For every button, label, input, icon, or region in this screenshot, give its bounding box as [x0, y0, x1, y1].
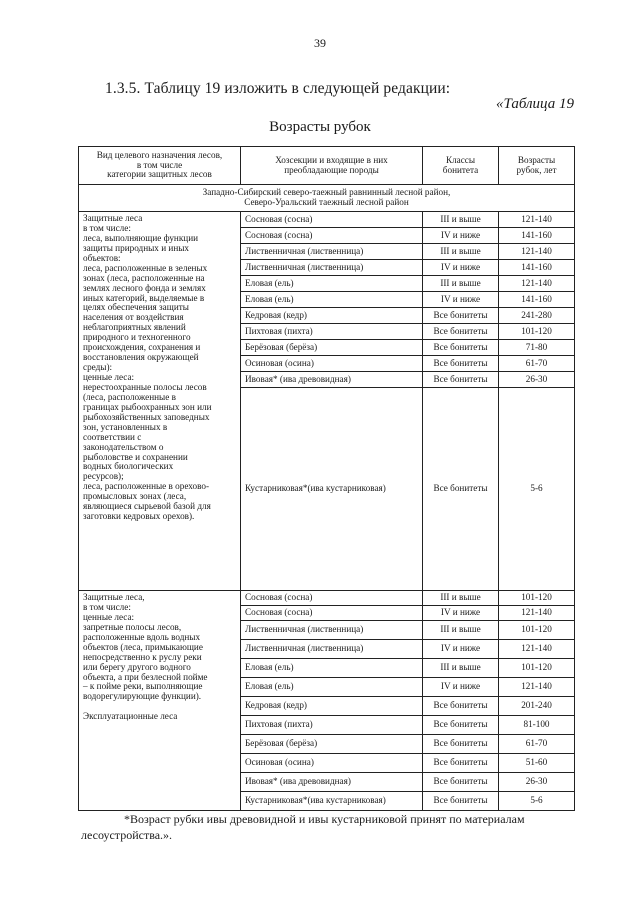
species-cell: Лиственничная (лиственница) — [241, 244, 423, 260]
category-line: Защитные леса — [83, 213, 143, 223]
class-cell: Все бонитеты — [423, 340, 499, 356]
category-line: леса, выполняющие функции — [83, 232, 199, 243]
category-line: защиты природных и иных — [83, 242, 190, 253]
class-cell: IV и ниже — [423, 640, 499, 659]
species-cell: Осиновая (осина) — [241, 754, 423, 773]
species-cell: Сосновая (сосна) — [241, 228, 423, 244]
region-line: Северо-Уральский таежный лесной район — [244, 197, 409, 207]
header-line: Классы — [445, 154, 476, 165]
species-cell: Кустарниковая*(ива кустарниковая) — [241, 388, 423, 591]
category-line: среды): — [83, 362, 113, 373]
category-line: промысловых зонах (леса, — [83, 491, 187, 502]
age-cell: 81-100 — [499, 716, 575, 735]
age-cell: 121-140 — [499, 606, 575, 621]
category-line: населения от воздействия — [83, 312, 184, 323]
category-line: в том числе: — [83, 601, 131, 612]
age-cell: 121-140 — [499, 212, 575, 228]
species-cell: Берёзовая (берёза) — [241, 735, 423, 754]
category-line: рыбохозяйственных заповедных — [83, 411, 210, 422]
category-line: объектов: — [83, 252, 121, 263]
category-line: зонах (леса, расположенные на — [83, 272, 205, 283]
category-line: – к пойме реки, выполняющие — [83, 681, 203, 692]
table-title: Возрасты рубок — [269, 119, 371, 135]
class-cell: Все бонитеты — [423, 792, 499, 811]
class-cell: Все бонитеты — [423, 697, 499, 716]
category-cell — [79, 591, 241, 811]
species-cell: Сосновая (сосна) — [241, 606, 423, 621]
header-species — [241, 147, 423, 185]
species-cell: Сосновая (сосна) — [241, 591, 423, 606]
species-cell: Лиственничная (лиственница) — [241, 640, 423, 659]
class-cell: Все бонитеты — [423, 372, 499, 388]
category-line: природного и техногенного — [83, 332, 191, 343]
age-cell: 101-120 — [499, 621, 575, 640]
class-cell: III и выше — [423, 621, 499, 640]
class-cell: III и выше — [423, 276, 499, 292]
class-cell: III и выше — [423, 591, 499, 606]
category-line: соответствии с — [83, 431, 142, 442]
class-cell: Все бонитеты — [423, 735, 499, 754]
category-line: рыболовстве и сохранении — [83, 451, 188, 462]
category-line: землях лесного фонда и землях — [83, 282, 206, 293]
category-line: законодательством о — [83, 441, 164, 452]
age-cell: 241-280 — [499, 308, 575, 324]
header-purpose — [79, 147, 241, 185]
class-cell: Все бонитеты — [423, 324, 499, 340]
category-line: расположенные вдоль водных — [83, 631, 201, 642]
category-line: происхождения, сохранения и — [83, 342, 201, 353]
category-line: водорегулирующие функции). — [83, 691, 202, 702]
age-cell: 61-70 — [499, 356, 575, 372]
species-cell: Осиновая (осина) — [241, 356, 423, 372]
category-line: целях обеспечения защиты — [83, 302, 189, 313]
species-cell: Сосновая (сосна) — [241, 212, 423, 228]
age-cell: 5-6 — [499, 388, 575, 591]
header-line: Возрасты — [517, 154, 556, 165]
category-line: ценные леса: — [83, 611, 135, 622]
region-cell — [79, 185, 575, 212]
class-cell: III и выше — [423, 244, 499, 260]
table-label: «Таблица 19 — [496, 96, 574, 112]
table-header-row — [79, 147, 575, 185]
species-cell: Берёзовая (берёза) — [241, 340, 423, 356]
class-cell: Все бонитеты — [423, 716, 499, 735]
header-line: Хозсекции и входящие в них — [275, 154, 388, 165]
species-cell: Лиственничная (лиственница) — [241, 621, 423, 640]
age-cell: 141-160 — [499, 260, 575, 276]
age-cell: 201-240 — [499, 697, 575, 716]
species-cell: Пихтовая (пихта) — [241, 716, 423, 735]
species-cell: Еловая (ель) — [241, 659, 423, 678]
header-line: преобладающие породы — [284, 164, 379, 175]
class-cell: Все бонитеты — [423, 356, 499, 372]
harvest-age-table — [78, 146, 575, 811]
class-cell: III и выше — [423, 212, 499, 228]
category-line: ресурсов); — [83, 471, 124, 482]
class-cell: IV и ниже — [423, 228, 499, 244]
category-line: заготовки кедровых орехов). — [83, 511, 195, 522]
class-cell: Все бонитеты — [423, 773, 499, 792]
category-line: Эксплуатационные леса — [83, 711, 178, 722]
footnote — [81, 811, 579, 843]
header-line: в том числе — [136, 159, 183, 170]
category-line: Защитные леса, — [83, 592, 145, 602]
species-cell: Еловая (ель) — [241, 292, 423, 308]
age-cell: 121-140 — [499, 276, 575, 292]
category-cell — [79, 212, 241, 591]
age-cell: 141-160 — [499, 292, 575, 308]
age-cell: 101-120 — [499, 324, 575, 340]
age-cell: 121-140 — [499, 678, 575, 697]
category-line: в том числе: — [83, 222, 131, 233]
age-cell: 121-140 — [499, 244, 575, 260]
species-cell: Кедровая (кедр) — [241, 697, 423, 716]
age-cell: 51-60 — [499, 754, 575, 773]
category-line: леса, расположенные в зеленых — [83, 262, 208, 273]
category-line: водных биологических — [83, 461, 174, 472]
species-cell: Ивовая* (ива древовидная) — [241, 773, 423, 792]
age-cell: 141-160 — [499, 228, 575, 244]
page-number: 39 — [314, 36, 326, 50]
species-cell: Ивовая* (ива древовидная) — [241, 372, 423, 388]
footnote-line: лесоустройства.». — [81, 828, 173, 843]
age-cell: 121-140 — [499, 640, 575, 659]
class-cell: Все бонитеты — [423, 308, 499, 324]
species-cell: Пихтовая (пихта) — [241, 324, 423, 340]
amendment-instruction: 1.3.5. Таблицу 19 изложить в следующей редакции: — [105, 80, 451, 97]
class-cell: Все бонитеты — [423, 754, 499, 773]
category-line: являющиеся сырьевой базой для — [83, 501, 211, 512]
category-line: иных категорий, выделяемые в — [83, 292, 205, 303]
category-line: зон, установленных в — [83, 421, 168, 432]
category-line: неблагоприятных явлений — [83, 322, 186, 333]
footnote-line: *Возраст рубки ивы древовидной и ивы кустарниковой принят по материалам — [124, 812, 525, 826]
table-row — [79, 212, 575, 228]
age-cell: 101-120 — [499, 659, 575, 678]
age-cell: 101-120 — [499, 591, 575, 606]
category-line: леса, расположенные в орехово- — [83, 481, 210, 492]
class-cell: III и выше — [423, 659, 499, 678]
class-cell: IV и ниже — [423, 292, 499, 308]
category-line: объектов (леса, примыкающие — [83, 641, 203, 652]
class-cell: Все бонитеты — [423, 388, 499, 591]
header-line: рубок, лет — [516, 164, 557, 175]
species-cell: Кедровая (кедр) — [241, 308, 423, 324]
category-line: запретные полосы лесов, — [83, 621, 182, 632]
region-row — [79, 185, 575, 212]
class-cell: IV и ниже — [423, 678, 499, 697]
header-line: бонитета — [442, 164, 479, 175]
table-row — [79, 591, 575, 606]
region-line: Западно-Сибирский северо-таежный равнинный лесной район, — [202, 187, 451, 198]
category-line: или берегу другого водного — [83, 661, 191, 672]
species-cell: Лиственничная (лиственница) — [241, 260, 423, 276]
species-cell: Еловая (ель) — [241, 276, 423, 292]
category-line: границах рыбоохранных зон или — [83, 401, 212, 412]
class-cell: IV и ниже — [423, 606, 499, 621]
header-class — [423, 147, 499, 185]
category-line: непосредственно к руслу реки — [83, 651, 202, 662]
category-line: (леса, расположенные в — [83, 391, 176, 402]
species-cell: Еловая (ель) — [241, 678, 423, 697]
age-cell: 26-30 — [499, 773, 575, 792]
header-line: Вид целевого назначения лесов, — [96, 149, 223, 160]
category-line: восстановления окружающей — [83, 352, 199, 363]
class-cell: IV и ниже — [423, 260, 499, 276]
header-line: категории защитных лесов — [107, 169, 212, 180]
age-cell: 26-30 — [499, 372, 575, 388]
species-cell: Кустарниковая*(ива кустарниковая) — [241, 792, 423, 811]
category-line: нерестоохранные полосы лесов — [83, 381, 207, 392]
age-cell: 61-70 — [499, 735, 575, 754]
header-age — [499, 147, 575, 185]
category-line: ценные леса: — [83, 372, 135, 382]
age-cell: 71-80 — [499, 340, 575, 356]
category-line: объекта, а при безлесной пойме — [83, 671, 208, 682]
age-cell: 5-6 — [499, 792, 575, 811]
